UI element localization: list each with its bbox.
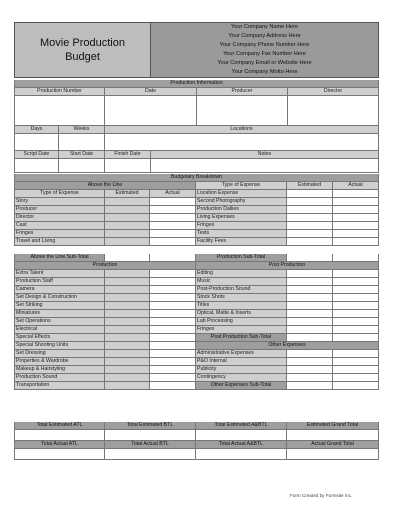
producer-field[interactable] [197,96,288,126]
total-actual-atl-label: Total Actual ATL [14,441,105,449]
production-actual-field[interactable] [150,286,196,294]
production-item-label: Special Effects [14,334,105,342]
production-actual-field[interactable] [150,374,196,382]
production-item-label: Electrical [14,326,105,334]
start-date-label: Start Date [59,151,105,159]
director-label: Director [288,88,379,96]
right-item-label: Living Expenses [196,214,287,222]
other-actual-field[interactable] [333,350,379,358]
actual-grand-total-label: Actual Grand Total [287,441,379,449]
production-actual-field[interactable] [150,366,196,374]
production-number-field[interactable] [14,96,105,126]
right-item-label: Second Photography [196,198,287,206]
atl-actual-field[interactable] [150,222,196,230]
atl-estimated-field[interactable] [105,206,150,214]
atl-actual-field[interactable] [150,214,196,222]
post-actual-field[interactable] [333,294,379,302]
atl-estimated-field[interactable] [105,198,150,206]
company-info [151,22,379,78]
total-estimated-atl-label: Total Estimated ATL [14,422,105,430]
atl-item-label: Cast [14,222,105,230]
production-item-label: Camera [14,286,105,294]
post-estimated-field[interactable] [287,302,333,310]
production-item-label: Special Shooting Units [14,342,105,350]
production-estimated-field[interactable] [105,278,150,286]
production-actual-field[interactable] [150,278,196,286]
production-subtotal-actual[interactable] [333,254,379,262]
atl-item-label: Travel and Living [14,238,105,246]
other-subtotal-actual[interactable] [333,382,379,390]
production-item-label: Set Striking [14,302,105,310]
production-estimated-field[interactable] [105,382,150,390]
production-item-label: Properties & Wardrobe [14,358,105,366]
atl-actual-field[interactable] [150,230,196,238]
total-actual-abtl-field[interactable] [196,449,287,460]
weeks-field[interactable] [59,134,105,151]
director-field[interactable] [288,96,379,126]
atl-item-label: Producer [14,206,105,214]
atl-estimated-field[interactable] [105,214,150,222]
production-estimated-field[interactable] [105,310,150,318]
actual-grand-total-field[interactable] [287,449,379,460]
form-title [14,22,151,78]
production-actual-field[interactable] [150,318,196,326]
right-actual-field[interactable] [333,214,379,222]
company-fax[interactable]: Your Company Fax Number Here [223,51,306,57]
right-actual-field[interactable] [333,206,379,214]
total-actual-abtl-label: Total Actual A&BTL [196,441,287,449]
post-item-label: Lab Processing [196,318,287,326]
right-estimated-field[interactable] [287,230,333,238]
production-estimated-field[interactable] [105,302,150,310]
right-estimated-field[interactable] [287,214,333,222]
production-actual-field[interactable] [150,302,196,310]
right-actual-field[interactable] [333,238,379,246]
post-estimated-field[interactable] [287,278,333,286]
post-estimated-field[interactable] [287,326,333,334]
company-address[interactable]: Your Company Address Here [228,33,301,39]
right-actual-field[interactable] [333,198,379,206]
other-expenses-header: Other Expenses [196,342,379,350]
company-email[interactable]: Your Company Email or Website Here [217,60,312,66]
production-estimated-field[interactable] [105,342,150,350]
production-item-label: Makeup & Hairstyling [14,366,105,374]
post-item-label: Stock Shots [196,294,287,302]
production-item-label: Production Staff [14,278,105,286]
atl-item-label: Story [14,198,105,206]
right-estimated-field[interactable] [287,198,333,206]
post-production-header: Post Production [196,262,379,270]
company-name[interactable]: Your Company Name Here [231,24,298,30]
right-actual-field[interactable] [333,230,379,238]
left-type-of-expense-header: Type of Expense [14,190,105,198]
budgetary-breakdown-header: Budgetary Breakdown [14,174,379,182]
production-subtotal-estimated[interactable] [287,254,333,262]
atl-estimated-field[interactable] [105,230,150,238]
right-actual-header: Actual [333,182,379,190]
post-estimated-field[interactable] [287,286,333,294]
production-actual-field[interactable] [150,310,196,318]
production-estimated-field[interactable] [105,318,150,326]
production-estimated-field[interactable] [105,326,150,334]
production-estimated-field[interactable] [105,334,150,342]
post-actual-field[interactable] [333,270,379,278]
right-estimated-field[interactable] [287,222,333,230]
days-label: Days [14,126,59,134]
above-the-line-header: Above the Line [14,182,196,190]
post-actual-field[interactable] [333,310,379,318]
other-item-label: Administrative Expenses [196,350,287,358]
other-estimated-field[interactable] [287,374,333,382]
post-actual-field[interactable] [333,286,379,294]
company-phone[interactable]: Your Company Phone Number Here [219,42,310,48]
production-info-header: Production Information [14,80,379,88]
post-item-label: Fringes [196,326,287,334]
other-estimated-field[interactable] [287,350,333,358]
production-item-label: Set Design & Construction [14,294,105,302]
other-item-label: P&O Internal [196,358,287,366]
post-subtotal-label: Post Production Sub-Total [196,334,287,342]
company-motto[interactable]: Your Company Motto Here [231,69,298,75]
locations-field[interactable] [105,134,379,151]
script-date-label: Script Date [14,151,59,159]
total-estimated-btl-label: Total Estimated BTL [105,422,196,430]
right-estimated-field[interactable] [287,206,333,214]
other-actual-field[interactable] [333,358,379,366]
atl-actual-field[interactable] [150,198,196,206]
title-line-1: Movie Production [40,37,125,49]
finish-date-field[interactable] [105,159,151,173]
days-field[interactable] [14,134,59,151]
above-line-subtotal-actual[interactable] [150,254,196,262]
right-item-label: Location Expense [196,190,287,198]
weeks-label: Weeks [59,126,105,134]
atl-actual-field[interactable] [150,238,196,246]
total-actual-btl-field[interactable] [105,449,196,460]
right-item-label: Facility Fees [196,238,287,246]
date-label: Date [105,88,197,96]
post-item-label: Editing [196,270,287,278]
post-item-label: Titles [196,302,287,310]
production-actual-field[interactable] [150,270,196,278]
right-estimated-header: Estimated [287,182,333,190]
production-actual-field[interactable] [150,334,196,342]
left-estimated-header: Estimated [105,190,150,198]
production-actual-field[interactable] [150,294,196,302]
post-estimated-field[interactable] [287,310,333,318]
estimated-grand-total-field[interactable] [287,430,379,441]
post-actual-field[interactable] [333,302,379,310]
post-actual-field[interactable] [333,278,379,286]
production-estimated-field[interactable] [105,358,150,366]
production-item-label: Set Dressing [14,350,105,358]
production-estimated-field[interactable] [105,294,150,302]
title-line-2: Budget [65,51,100,63]
total-estimated-atl-field[interactable] [14,430,105,441]
post-subtotal-actual[interactable] [333,334,379,342]
finish-date-label: Finish Date [105,151,151,159]
production-estimated-field[interactable] [105,270,150,278]
total-estimated-btl-field[interactable] [105,430,196,441]
production-actual-field[interactable] [150,358,196,366]
other-actual-field[interactable] [333,374,379,382]
right-actual-field[interactable] [333,222,379,230]
atl-actual-field[interactable] [150,206,196,214]
production-actual-field[interactable] [150,382,196,390]
post-estimated-field[interactable] [287,318,333,326]
right-item-label: Tests [196,230,287,238]
other-estimated-field[interactable] [287,358,333,366]
production-item-label: Production Sound [14,374,105,382]
production-actual-field[interactable] [150,350,196,358]
notes-label: Notes [151,151,379,159]
production-estimated-field[interactable] [105,374,150,382]
atl-estimated-field[interactable] [105,238,150,246]
right-actual-field[interactable] [333,190,379,198]
notes-field[interactable] [151,159,379,173]
budget-form [14,22,379,490]
production-subtotal-label: Production Sub-Total [196,254,287,262]
left-actual-header: Actual [150,190,196,198]
post-subtotal-estimated[interactable] [287,334,333,342]
other-subtotal-label: Other Expenses Sub-Total [196,382,287,390]
production-header: Production [14,262,196,270]
atl-item-label: Director [14,214,105,222]
date-field[interactable] [105,96,197,126]
right-type-of-expense-header: Type of Expense [196,182,287,190]
locations-label: Locations [105,126,379,134]
right-item-label: Fringes [196,222,287,230]
start-date-field[interactable] [59,159,105,173]
post-actual-field[interactable] [333,326,379,334]
atl-estimated-field[interactable] [105,222,150,230]
other-item-label: Publicity [196,366,287,374]
estimated-grand-total-label: Estimated Grand Total [287,422,379,430]
post-actual-field[interactable] [333,318,379,326]
right-item-label: Production Dailies [196,206,287,214]
right-estimated-field[interactable] [287,238,333,246]
above-line-subtotal-estimated[interactable] [105,254,150,262]
other-estimated-field[interactable] [287,366,333,374]
production-number-label: Production Number [14,88,105,96]
total-actual-btl-label: Total Actual BTL [105,441,196,449]
production-actual-field[interactable] [150,342,196,350]
post-item-label: Music [196,278,287,286]
total-actual-atl-field[interactable] [14,449,105,460]
script-date-field[interactable] [14,159,59,173]
total-estimated-abtl-field[interactable] [196,430,287,441]
footer-credit: Form Created by Formsite Inc. [290,493,353,498]
production-actual-field[interactable] [150,326,196,334]
post-item-label: Optical, Matte & Inserts [196,310,287,318]
production-item-label: Transportation [14,382,105,390]
production-estimated-field[interactable] [105,366,150,374]
post-estimated-field[interactable] [287,270,333,278]
other-actual-field[interactable] [333,366,379,374]
post-item-label: Post-Production Sound [196,286,287,294]
post-estimated-field[interactable] [287,294,333,302]
above-line-subtotal-label: Above the Line Sub-Total [14,254,105,262]
other-subtotal-estimated[interactable] [287,382,333,390]
atl-item-label: Fringes [14,230,105,238]
producer-label: Producer [197,88,288,96]
other-item-label: Contingency [196,374,287,382]
production-estimated-field[interactable] [105,286,150,294]
production-item-label: Extra Talent [14,270,105,278]
production-item-label: Miniatures [14,310,105,318]
production-item-label: Set Operations [14,318,105,326]
total-estimated-abtl-label: Total Estimated A&BTL [196,422,287,430]
right-estimated-field[interactable] [287,190,333,198]
production-estimated-field[interactable] [105,350,150,358]
